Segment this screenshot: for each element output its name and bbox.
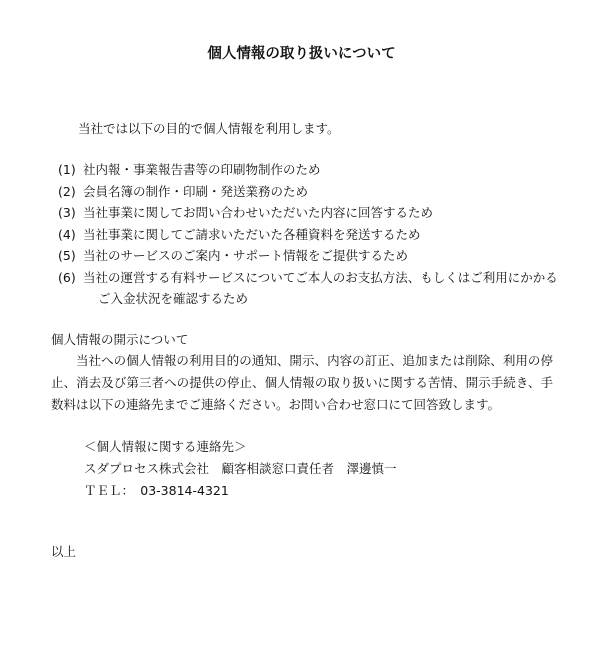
- list-item-number: (1): [58, 162, 76, 177]
- list-item: [58, 224, 558, 246]
- intro-text: 当社では以下の目的で個人情報を利用します。: [78, 121, 340, 136]
- list-item: [58, 159, 558, 181]
- list-item-text: 会員名簿の制作・印刷・発送業務のため: [83, 183, 309, 199]
- list-item-text: 当社の運営する有料サービスについてご本人のお支払方法、もしくはご利用にかかる: [83, 269, 558, 285]
- list-item-text: 当社事業に関してご請求いただいた各種資料を発送するため: [83, 226, 421, 242]
- purpose-list: [58, 159, 558, 310]
- list-item: [58, 202, 558, 224]
- list-item-number: (4): [58, 226, 76, 242]
- page-title: 個人情報の取り扱いについて: [207, 46, 396, 62]
- contact-heading: ＜個人情報に関する連絡先＞: [84, 439, 247, 454]
- list-item-number: (5): [58, 248, 76, 263]
- list-item: [58, 267, 558, 289]
- list-item-text: 当社のサービスのご案内・サポート情報をご提供するため: [83, 248, 409, 263]
- list-item-number: (6): [58, 269, 76, 285]
- list-item-text: 社内報・事業報告書等の印刷物制作のため: [83, 162, 321, 177]
- disclosure-heading: 個人情報の開示について: [51, 332, 189, 347]
- list-item-text: 当社事業に関してお問い合わせいただいた内容に回答するため: [83, 205, 434, 220]
- list-item-number: (3): [58, 205, 76, 220]
- closing-text: 以上: [51, 544, 77, 559]
- contact-block: [84, 436, 397, 502]
- list-item: [58, 181, 558, 203]
- list-item: [58, 245, 558, 267]
- disclosure-body: 当社への個人情報の利用目的の通知、開示、内容の訂正、追加または削除、利用の停止、消去及び第三者への提供の停止、個人情報の取り扱いに関する苦情、開示手続き、手数料は以下の連絡先までご連絡ください。お問い合わせ窓口にて回答致します。: [51, 353, 553, 412]
- contact-company: スダプロセス株式会社 顧客相談窓口責任者 澤邊慎一: [84, 461, 397, 476]
- contact-tel: ＴＥＬ： 03-3814-4321: [84, 483, 229, 498]
- list-item-number: (2): [58, 183, 76, 199]
- list-item-continuation: [58, 288, 558, 310]
- list-item-continuation-text: ご入金状況を確認するため: [98, 291, 249, 306]
